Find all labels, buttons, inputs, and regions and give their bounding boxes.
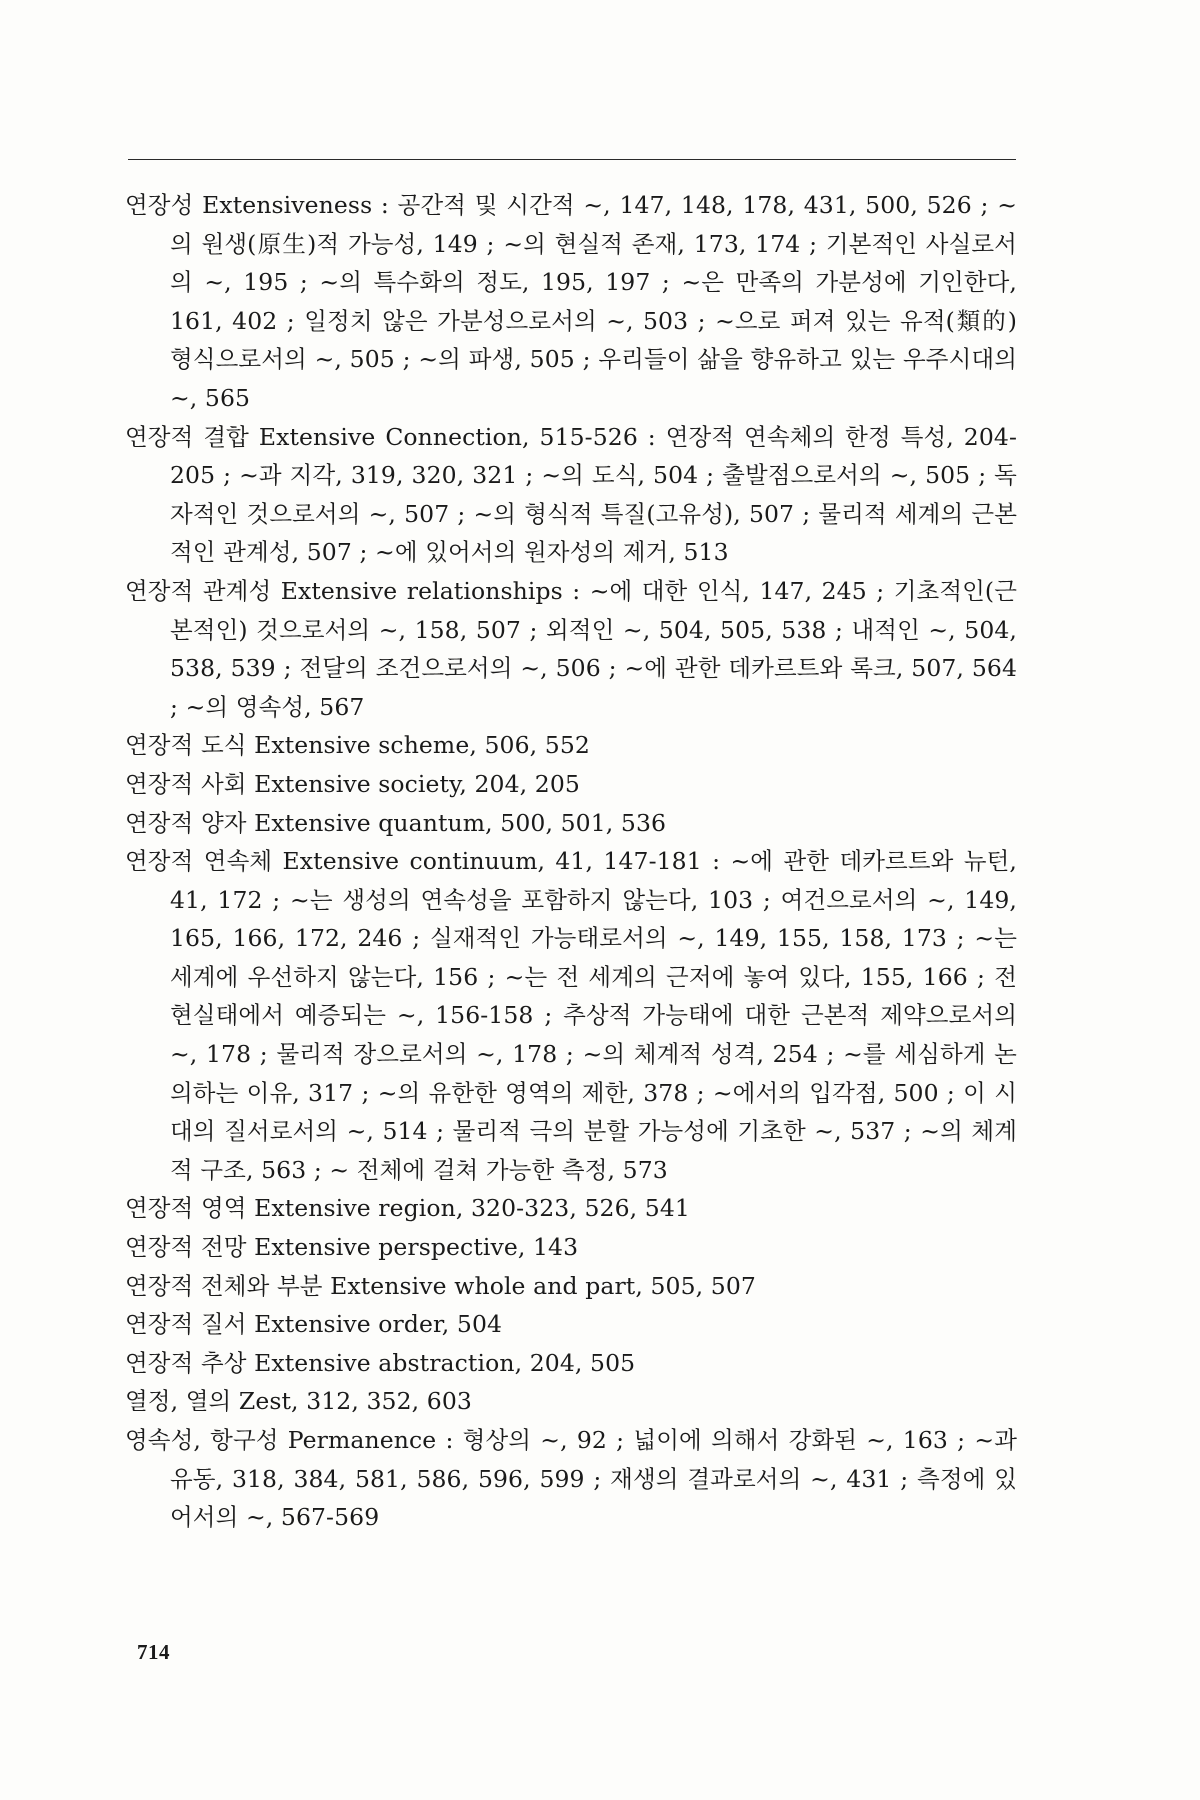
entry-term: 연장적 전망 Extensive perspective, <box>125 1233 526 1262</box>
entry-references: 500, 501, 536 <box>492 808 667 837</box>
index-entry <box>125 1421 1017 1537</box>
index-entry <box>125 1189 1017 1228</box>
index-entry <box>125 418 1017 572</box>
entry-term: 연장적 도식 Extensive scheme, <box>125 731 477 760</box>
index-entry <box>125 1382 1017 1421</box>
entry-term: 연장적 연속체 Extensive continuum, 41, 147-181 : <box>125 847 721 876</box>
entry-references: 312, 352, 603 <box>298 1387 472 1416</box>
entry-term: 열정, 열의 Zest, <box>125 1387 299 1416</box>
entry-references: 형상의 ~, 92 ; 넓이에 의해서 강화된 ~, 163 ; ~과 유동, 318, 384, 581, 586, 596, 599 ; 재생의 결과로서의 ~, 431 ; 측정에 있어서의 ~, 567-569 <box>170 1426 1017 1532</box>
entry-references: 204, 505 <box>522 1348 636 1377</box>
index-entry <box>125 1267 1017 1306</box>
entry-term: 연장적 추상 Extensive abstraction, <box>125 1348 523 1377</box>
index-entry <box>125 186 1017 418</box>
entry-term: 연장적 관계성 Extensive relationships : <box>125 576 581 605</box>
entry-term: 연장성 Extensiveness : <box>125 191 389 219</box>
entry-references: 320-323, 526, 541 <box>463 1194 690 1223</box>
entry-term: 연장적 양자 Extensive quantum, <box>125 808 493 837</box>
index-entry <box>125 1344 1017 1383</box>
entry-term: 연장적 영역 Extensive region, <box>125 1194 464 1223</box>
index-entry <box>125 572 1017 726</box>
index-entry <box>125 1228 1017 1267</box>
entry-references: 204, 205 <box>466 769 580 798</box>
entry-references: 505, 507 <box>642 1271 756 1300</box>
entry-references: ~에 관한 데카르트와 뉴턴, 41, 172 ; ~는 생성의 연속성을 포함하지 않는다, 103 ; 여건으로서의 ~, 149, 165, 166, 172, 246 ; 실재적인 가능태로서의 ~, 149, 155, 158, 173 ; ~는 세계에 우선하지 않는다, 156 ; ~는 전 세계의 근저에 놓여 있다, 155, 166 ; 전 현실태에서 예증되는 ~, 156-158 ; 추상적 가능태에 대한 근본적 제약으로서의 ~, 178 ; 물리적 장으로서의 ~, 178 ; ~의 체계적 성격, 254 ; ~를 세심하게 논의하는 이유, 317 ; ~의 유한한 영역의 제한, 378 ; ~에서의 입각점, 500 ; 이 시대의 질서로서의 ~, 514 ; 물리적 극의 분할 가능성에 기초한 ~, 537 ; ~의 체계적 구조, 563 ; ~ 전체에 걸쳐 가능한 측정, 573 <box>170 847 1017 1184</box>
header-rule <box>128 159 1016 160</box>
index-entry <box>125 842 1017 1189</box>
entry-references: 143 <box>525 1233 579 1262</box>
entry-references: 공간적 및 시간적 ~, 147, 148, 178, 431, 500, 526 ; ~의 원생(原生)적 가능성, 149 ; ~의 현실적 존재, 173, 174 ; 기본적인 사실로서의 ~, 195 ; ~의 특수화의 정도, 195, 197 ; ~은 만족의 가분성에 기인한다, 161, 402 ; 일정치 않은 가분성으로서의 ~, 503 ; ~으로 퍼져 있는 유적(類的) 형식으로서의 ~, 505 ; ~의 파생, 505 ; 우리들이 삶을 향유하고 있는 우주시대의 ~, 565 <box>170 191 1017 412</box>
entry-references: 504 <box>449 1310 503 1339</box>
index-entry <box>125 726 1017 765</box>
entry-references: 연장적 연속체의 한정 특성, 204-205 ; ~과 지각, 319, 320, 321 ; ~의 도식, 504 ; 출발점으로서의 ~, 505 ; 독자적인 것으로서의 ~, 507 ; ~의 형식적 특질(고유성), 507 ; 물리적 세계의 근본적인 관계성, 507 ; ~에 있어서의 원자성의 제거, 513 <box>170 422 1017 567</box>
entry-term: 영속성, 항구성 Permanence : <box>125 1426 454 1454</box>
entry-references: 506, 552 <box>476 731 590 760</box>
entry-term: 연장적 질서 Extensive order, <box>125 1310 450 1339</box>
index-entry <box>125 804 1017 843</box>
page-number: 714 <box>137 1640 170 1664</box>
index-entry <box>125 1305 1017 1344</box>
entry-term: 연장적 사회 Extensive society, <box>125 769 467 798</box>
entry-term: 연장적 전체와 부분 Extensive whole and part, <box>125 1271 643 1300</box>
index-entry <box>125 765 1017 804</box>
index-entry-list <box>125 186 1017 1537</box>
entry-term: 연장적 결합 Extensive Connection, 515-526 : <box>125 422 656 451</box>
entry-references: ~에 대한 인식, 147, 245 ; 기초적인(근본적인) 것으로서의 ~, 158, 507 ; 외적인 ~, 504, 505, 538 ; 내적인 ~, 504, 538, 539 ; 전달의 조건으로서의 ~, 506 ; ~에 관한 데카르트와 록크, 507, 564 ; ~의 영속성, 567 <box>170 576 1017 721</box>
